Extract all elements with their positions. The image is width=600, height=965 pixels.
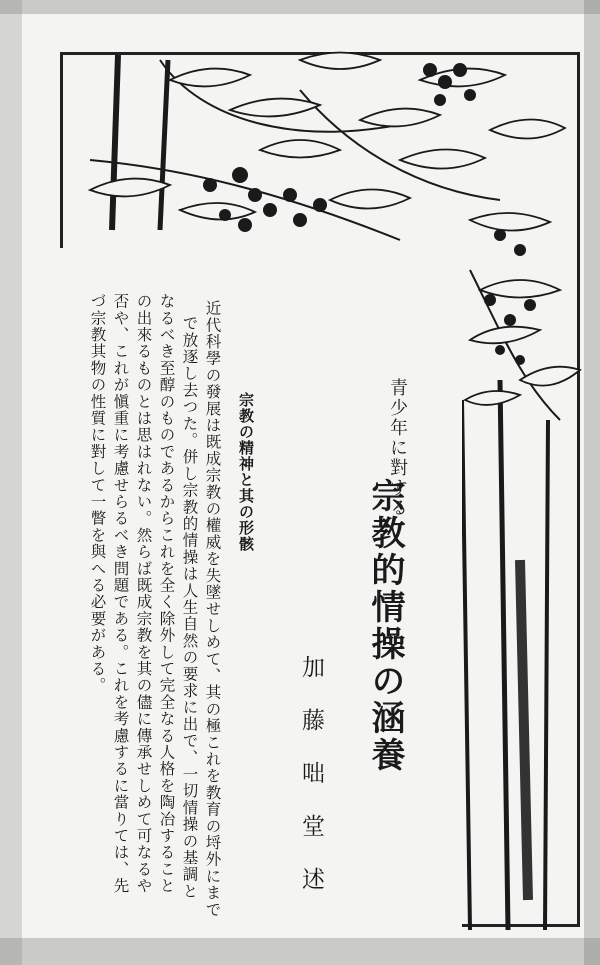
body-line: 否や、これが愼重に考慮せらるべき問題である。これを考慮するに當りては、先: [111, 293, 130, 895]
body-line: の出來るものとは思はれない。然らば既成宗教を其の儘に傳承せしめて可なるや: [134, 293, 153, 895]
article-title: 宗教的情操の涵養: [365, 478, 405, 774]
body-line: なるべき至醇のものであるからこれを全く除外して完全なる人格を陶冶すること: [157, 293, 176, 895]
title-prefix: 青少年に對する: [387, 378, 408, 518]
body-line: づ宗教其物の性質に對して一瞥を與へる必要がある。: [88, 293, 107, 694]
author-name: 加藤咄堂述: [298, 655, 324, 920]
body-line: で放逐し去つた。併し宗教的情操は人生自然の要求に出で、一切情操の基調と: [180, 315, 199, 900]
section-subheading: 宗教の精神と其の形骸: [237, 392, 255, 552]
body-line: 近代科學の發展は既成宗教の權威を失墜せしめて、其の極これを教育の埒外にまで: [203, 300, 222, 918]
